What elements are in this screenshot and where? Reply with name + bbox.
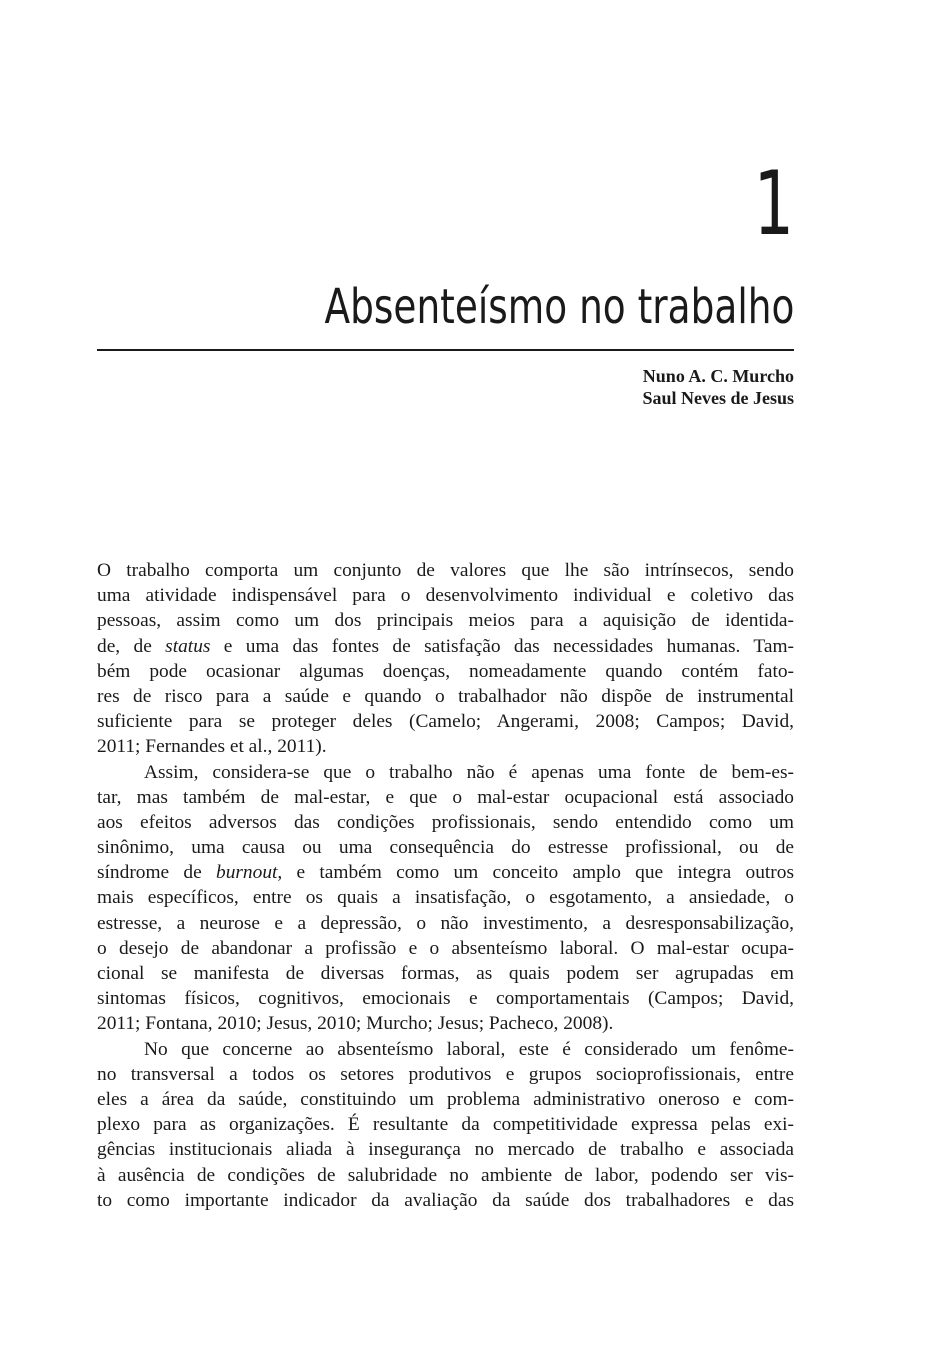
paragraph: [97, 558, 794, 760]
text-line: 2011; Fernandes et al., 2011).: [97, 736, 327, 758]
text-line: gências institucionais aliada à insegurança no mercado de trabalho e associada: [97, 1139, 794, 1161]
text-line: O trabalho comporta um conjunto de valores que lhe são intrínsecos, sendo: [97, 560, 794, 581]
text-run: síndrome de: [97, 862, 216, 884]
text-line: aos efeitos adversos das condições profissionais, sendo entendido como um: [97, 811, 794, 833]
text-run: de, de: [97, 635, 166, 657]
paragraph: [97, 1037, 794, 1213]
author-name: Saul Neves de Jesus: [642, 388, 794, 408]
text-line: eles a área da saúde, constituindo um problema administrativo oneroso e com-: [97, 1088, 794, 1110]
text-line: tar, mas também de mal-estar, e que o mal-estar ocupacional está associado: [97, 786, 794, 808]
text-line: mais específicos, entre os quais a insatisfação, o esgotamento, a ansiedade, o: [97, 887, 794, 909]
text-line: plexo para as organizações. É resultante da competitividade expressa pelas exi-: [97, 1114, 794, 1136]
chapter-number: 1: [753, 152, 794, 255]
chapter-title: Absenteísmo no trabalho: [324, 279, 794, 335]
author-name: Nuno A. C. Murcho: [642, 366, 794, 386]
text-line: o desejo de abandonar a profissão e o absenteísmo laboral. O mal-estar ocupa-: [97, 937, 794, 959]
emphasis-text: status: [165, 635, 211, 657]
text-line: pessoas, assim como um dos principais meios para a aquisição de identida-: [97, 610, 794, 632]
text-line: sinônimo, uma causa ou uma consequência do estresse profissional, ou de: [97, 837, 794, 859]
text-line: cional se manifesta de diversas formas, as quais podem ser agrupadas em: [97, 963, 794, 984]
text-line: bém pode ocasionar algumas doenças, nomeadamente quando contém fato-: [97, 660, 794, 682]
authors-block: [642, 365, 794, 409]
text-line: [97, 634, 794, 659]
text-line: res de risco para a saúde e quando o trabalhador não dispõe de instrumental: [97, 685, 794, 707]
text-line: sintomas físicos, cognitivos, emocionais e comportamentais (Campos; David,: [97, 988, 794, 1010]
text-line: à ausência de condições de salubridade no ambiente de labor, podendo ser vis-: [97, 1164, 794, 1186]
text-line: estresse, a neurose e a depressão, o não investimento, a desresponsabilização,: [97, 912, 794, 934]
body-text: [97, 558, 794, 1213]
emphasis-text: burnout: [216, 862, 278, 884]
text-run: e uma das fontes de satisfação das necessidades humanas. Tam-: [210, 635, 794, 657]
text-line: 2011; Fontana, 2010; Jesus, 2010; Murcho; Jesus; Pacheco, 2008).: [97, 1013, 614, 1035]
text-line: suficiente para se proteger deles (Camelo; Angerami, 2008; Campos; David,: [97, 711, 794, 733]
text-line: no transversal a todos os setores produtivos e grupos socioprofissionais, entre: [97, 1063, 794, 1085]
paragraph: [97, 760, 794, 1037]
text-line: No que concerne ao absenteísmo laboral, este é considerado um fenôme-: [144, 1038, 794, 1060]
text-line: uma atividade indispensável para o desenvolvimento individual e coletivo das: [97, 585, 794, 607]
text-line: [97, 860, 794, 885]
text-run: , e também como um conceito amplo que integra outros: [277, 862, 794, 884]
title-divider: [97, 349, 794, 351]
text-line: to como importante indicador da avaliação da saúde dos trabalhadores e das: [97, 1189, 794, 1211]
text-line: Assim, considera-se que o trabalho não é apenas uma fonte de bem-es-: [144, 761, 794, 783]
